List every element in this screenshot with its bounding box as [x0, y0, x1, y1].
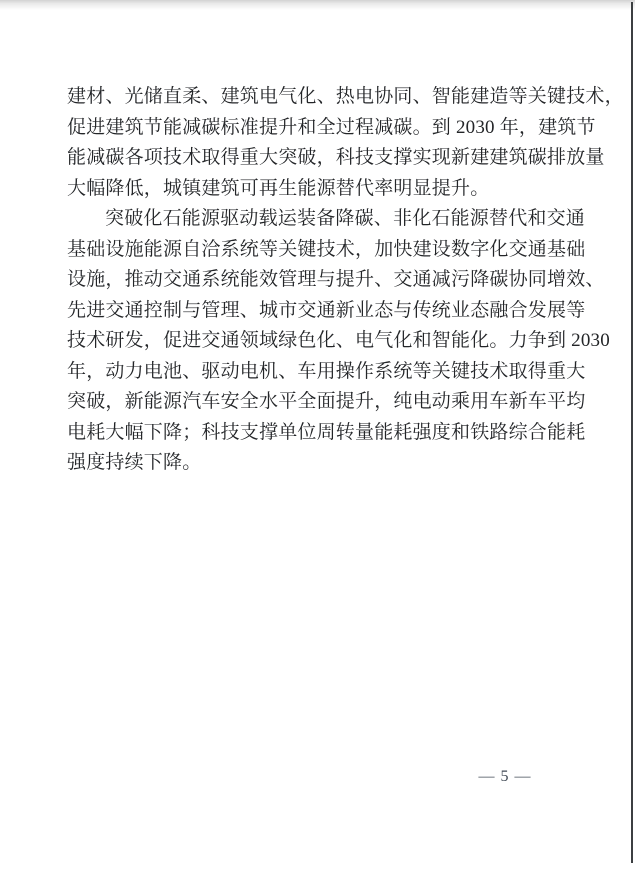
text-line: 设施，推动交通系统能效管理与提升、交通减污降碳协同增效、 — [67, 269, 605, 290]
text-line: 能减碳各项技术取得重大突破，科技支撑实现新建建筑碳排放量 — [67, 147, 605, 168]
text-line: 强度持续下降。 — [67, 452, 202, 473]
paragraph-building-energy — [67, 82, 624, 204]
text-line: 先进交通控制与管理、城市交通新业态与传统业态融合发展等 — [67, 299, 586, 321]
text-line: 促进建筑节能减碳标准提升和全过程减碳。到 2030 年，建筑节 — [67, 116, 596, 138]
scan-shadow-top — [0, 0, 635, 10]
page-number: — 5 — — [478, 768, 532, 785]
text-line: 技术研发，促进交通领域绿色化、电气化和智能化。力争到 2030 — [67, 330, 610, 351]
text-line: 建材、光储直柔、建筑电气化、热电协同、智能建造等关键技术， — [67, 86, 624, 107]
scan-edge-line — [631, 2, 633, 863]
text-line: 基础设施能源自洽系统等关键技术，加快建设数字化交通基础 — [67, 238, 586, 260]
text-line: 突破化石能源驱动载运装备降碳、非化石能源替代和交通 — [105, 208, 586, 229]
text-line: 电耗大幅下降；科技支撑单位周转量能耗强度和铁路综合能耗 — [67, 421, 586, 443]
paragraph-transport-energy — [67, 204, 610, 479]
text-line: 年，动力电池、驱动电机、车用操作系统等关键技术取得重大 — [67, 360, 586, 382]
text-line: 大幅降低，城镇建筑可再生能源替代率明显提升。 — [67, 177, 490, 199]
document-body-text — [67, 82, 624, 479]
text-line: 突破，新能源汽车安全水平全面提升，纯电动乘用车新车平均 — [67, 391, 586, 412]
